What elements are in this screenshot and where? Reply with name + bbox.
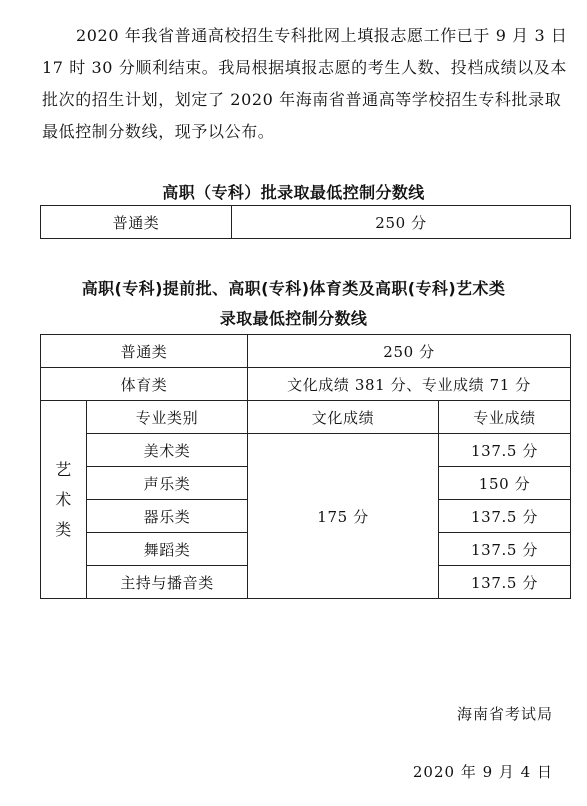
major-cell: 声乐类 [87, 467, 248, 500]
intro-paragraph: 2020 年我省普通高校招生专科批网上填报志愿工作已于 9 月 3 日 17 时 30 分顺利结束。我局根据填报志愿的考生人数、投档成绩以及本批次的招生计划，划定了 2020 年海南省普通高等学校招生专科批录取最低控制分数线，现予以公布。 [42, 26, 568, 141]
pro-score-cell: 137.5 分 [439, 566, 571, 599]
art-group-cell [41, 401, 87, 599]
section1-table [40, 205, 571, 239]
pro-score-cell: 137.5 分 [439, 500, 571, 533]
section2-title-line2: 录取最低控制分数线 [219, 309, 368, 328]
header-cell: 专业类别 [87, 401, 248, 434]
major-cell: 主持与播音类 [87, 566, 248, 599]
header-cell: 文化成绩 [248, 401, 439, 434]
major-cell: 舞蹈类 [87, 533, 248, 566]
pro-score-cell: 137.5 分 [439, 434, 571, 467]
section1-title: 高职（专科）批录取最低控制分数线 [162, 183, 425, 202]
major-cell: 美术类 [87, 434, 248, 467]
art-group-label: 艺 术 类 [55, 459, 72, 539]
score-cell: 250 分 [232, 206, 571, 239]
table-row [41, 401, 571, 434]
category-cell: 普通类 [41, 206, 232, 239]
score-cell: 250 分 [248, 335, 571, 368]
header-cell: 专业成绩 [439, 401, 571, 434]
signature-date: 2020 年 9 月 4 日 [412, 763, 553, 781]
section2-table [40, 334, 571, 599]
category-cell: 普通类 [41, 335, 248, 368]
score-cell: 文化成绩 381 分、专业成绩 71 分 [248, 368, 571, 401]
table-row [41, 368, 571, 401]
category-cell: 体育类 [41, 368, 248, 401]
culture-score-cell: 175 分 [248, 434, 439, 599]
signature-org: 海南省考试局 [456, 705, 553, 723]
table-row [41, 335, 571, 368]
table-row [41, 206, 571, 239]
pro-score-cell: 137.5 分 [439, 533, 571, 566]
pro-score-cell: 150 分 [439, 467, 571, 500]
section2-title-line1: 高职(专科)提前批、高职(专科)体育类及高职(专科)艺术类 [81, 279, 506, 298]
major-cell: 器乐类 [87, 500, 248, 533]
table-row [41, 434, 571, 467]
